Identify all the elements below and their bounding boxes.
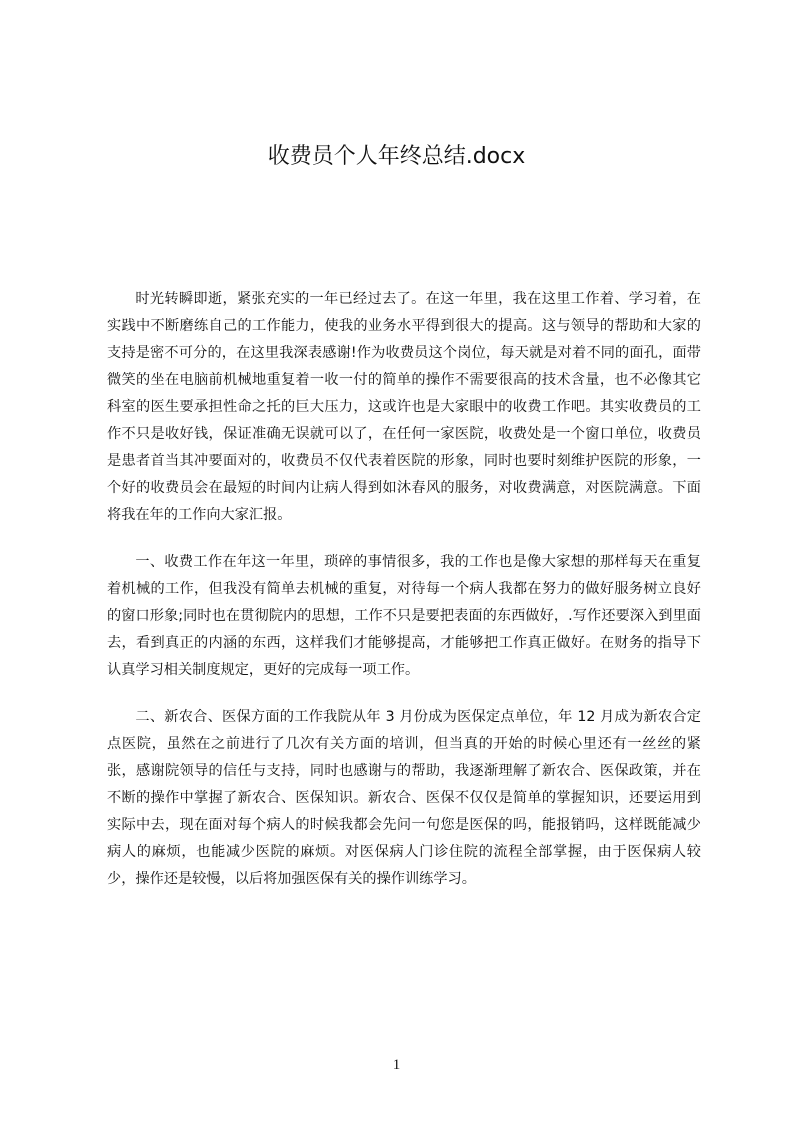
document-body	[107, 286, 701, 913]
paragraph-section-two: 二、新农合、医保方面的工作我院从年 3 月份成为医保定点单位，年 12 月成为新农合定点医院，虽然在之前进行了几次有关方面的培训，但当真的开始的时候心里还有一丝丝的紧张，感谢院领导的信任与支持，同时也感谢与的帮助，我逐渐理解了新农合、医保政策，并在不断的操作中掌握了新农合、医保知识。新农合、医保不仅仅是简单的掌握知识，还要运用到实际中去，现在面对每个病人的时候我都会先问一句您是医保的吗，能报销吗，这样既能减少病人的麻烦，也能减少医院的麻烦。对医保病人门诊住院的流程全部掌握，由于医保病人较少，操作还是较慢，以后将加强医保有关的操作训练学习。	[107, 709, 701, 887]
paragraph-section-one: 一、收费工作在年这一年里，琐碎的事情很多，我的工作也是像大家想的那样每天在重复着机械的工作，但我没有简单去机械的重复，对待每一个病人我都在努力的做好服务树立良好的窗口形象;同时也在贯彻院内的思想，工作不只是要把表面的东西做好，.写作还要深入到里面去，看到真正的内涵的东西，这样我们才能够提高，才能够把工作真正做好。在财务的指导下认真学习相关制度规定，更好的完成每一项工作。	[107, 554, 701, 678]
document-title: 收费员个人年终总结.docx	[267, 144, 526, 169]
page-number: 1	[392, 1057, 401, 1073]
paragraph-intro: 时光转瞬即逝，紧张充实的一年已经过去了。在这一年里，我在这里工作着、学习着，在实践中不断磨练自己的工作能力，使我的业务水平得到很大的提高。这与领导的帮助和大家的支持是密不可分的，在这里我深表感谢!作为收费员这个岗位，每天就是对着不同的面孔，面带微笑的坐在电脑前机械地重复着一收一付的简单的操作不需要很高的技术含量，也不必像其它科室的医生要承担性命之托的巨大压力，这或许也是大家眼中的收费工作吧。其实收费员的工作不只是收好钱，保证准确无误就可以了，在任何一家医院，收费处是一个窗口单位，收费员是患者首当其冲要面对的，收费员不仅代表着医院的形象，同时也要时刻维护医院的形象，一个好的收费员会在最短的时间内让病人得到如沐春风的服务，对收费满意，对医院满意。下面将我在年的工作向大家汇报。	[107, 291, 701, 523]
